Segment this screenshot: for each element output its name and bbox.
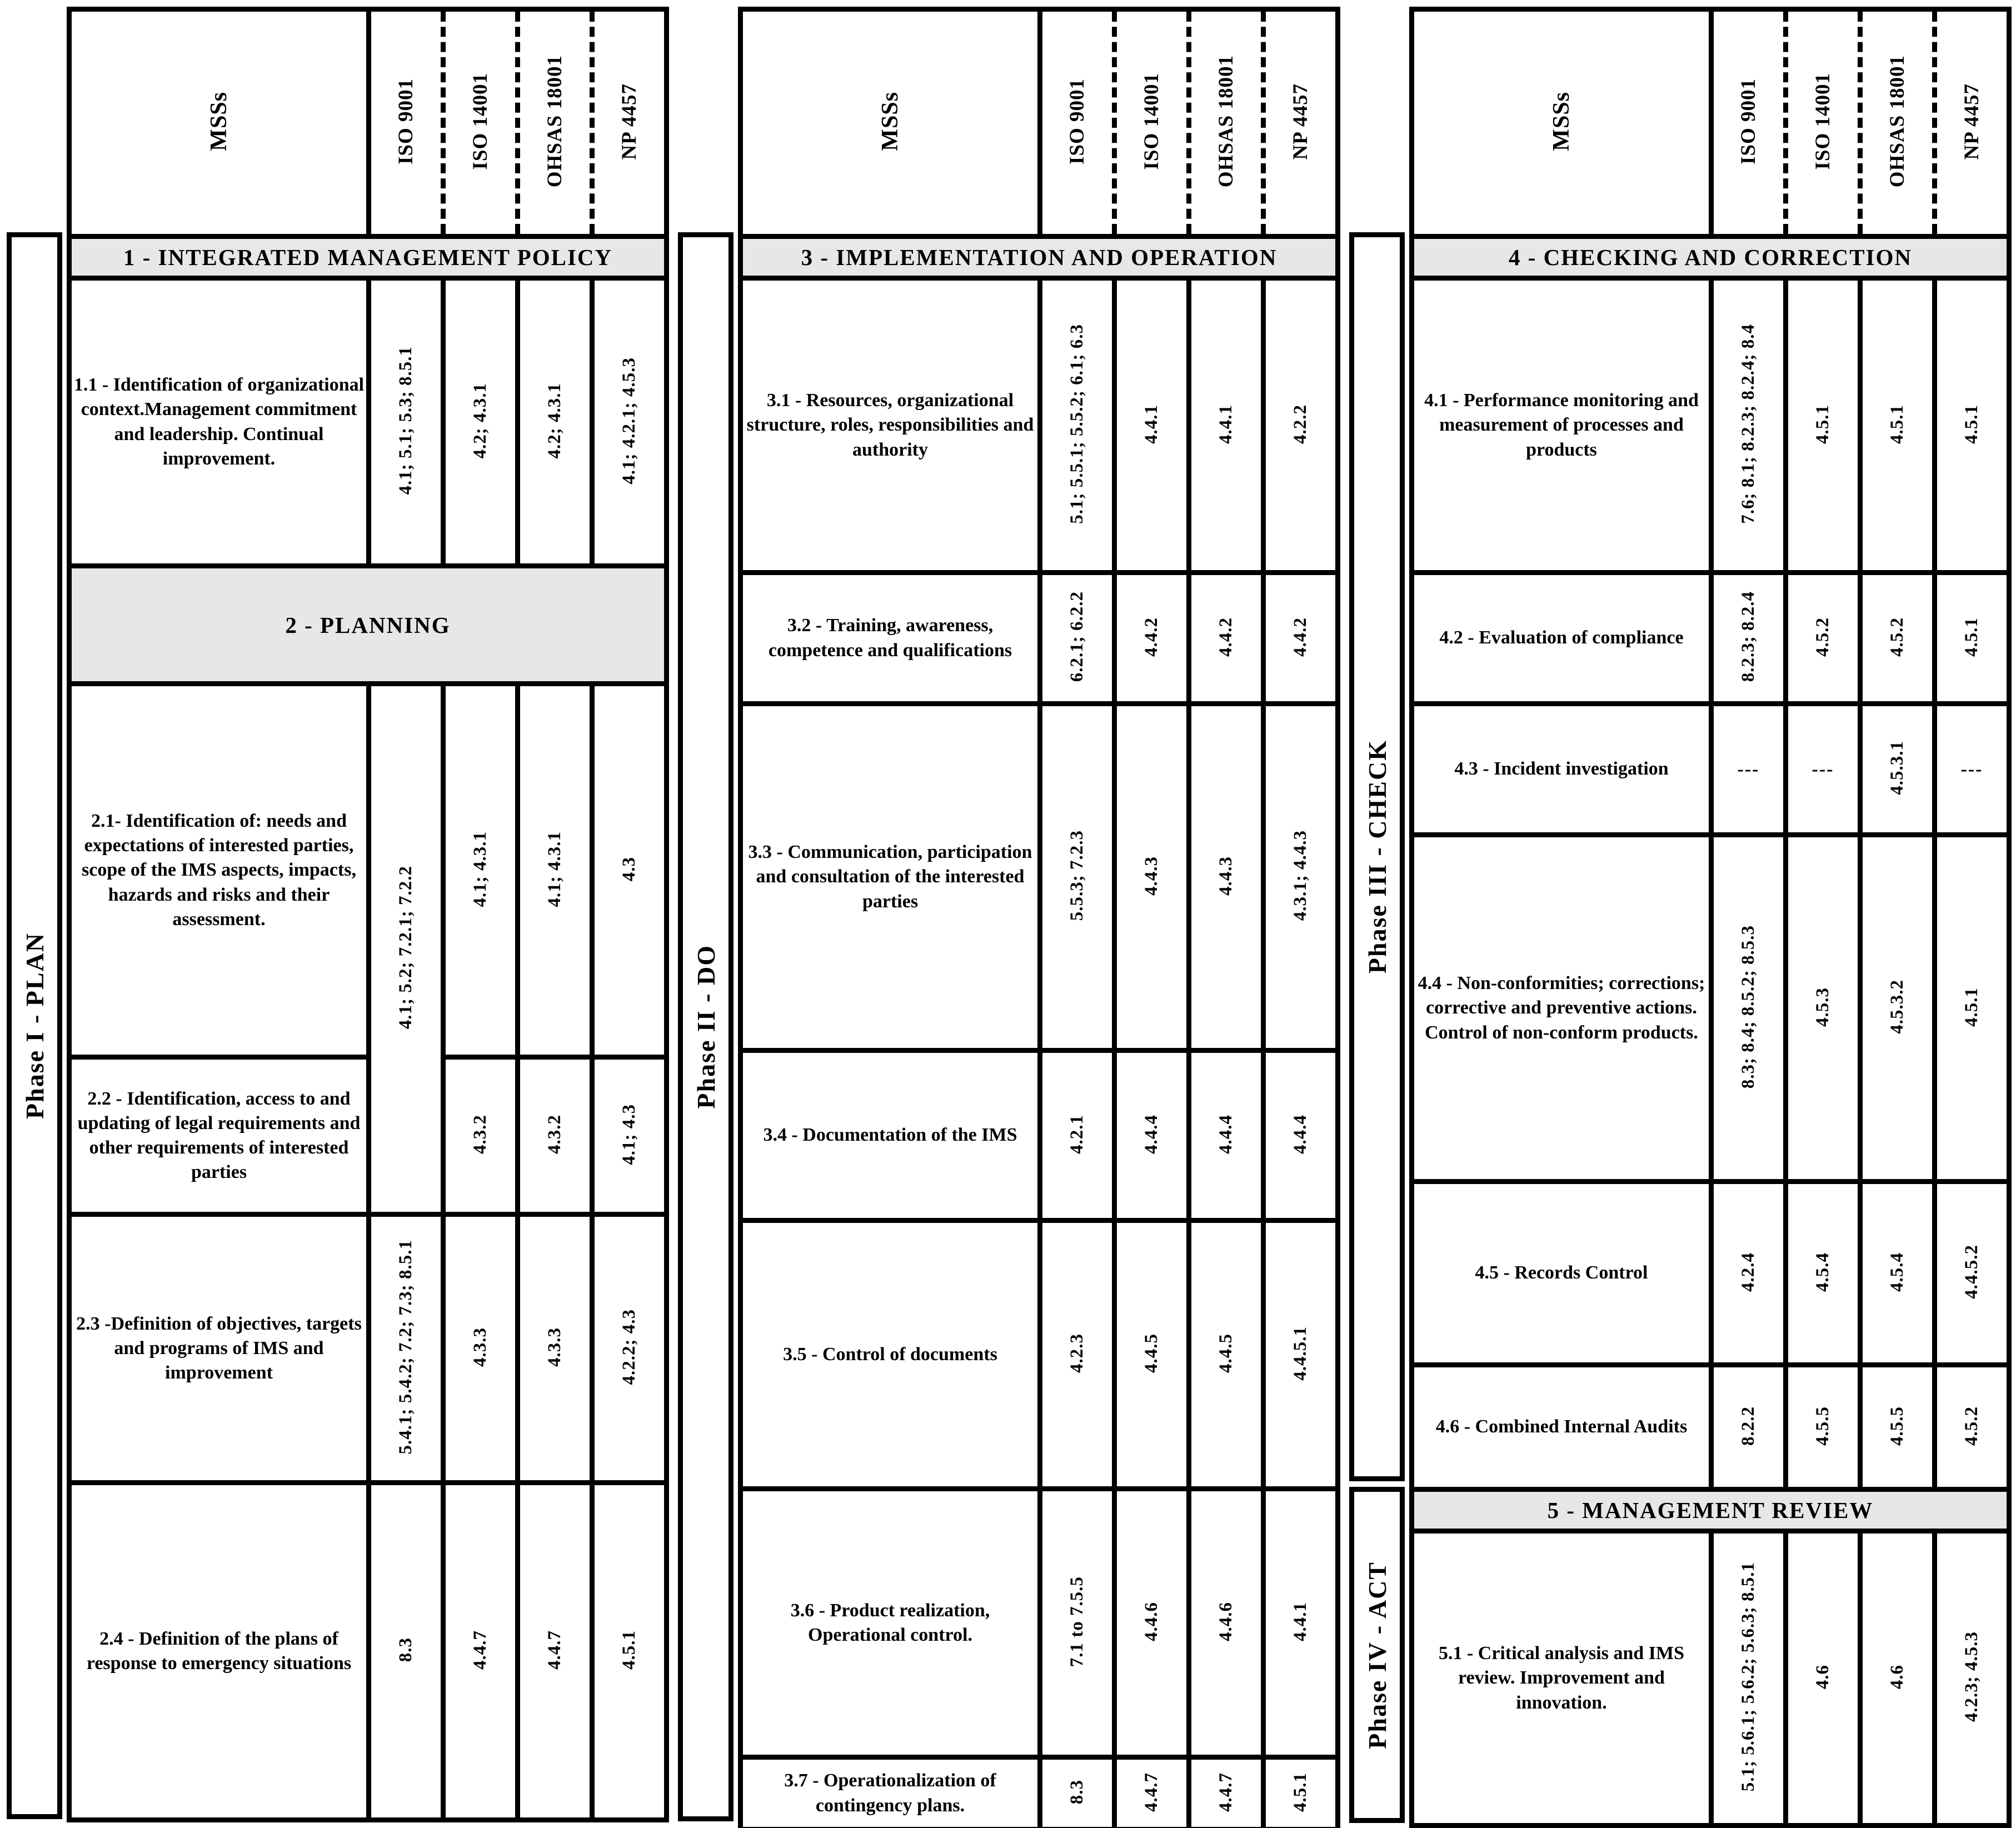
check-act-group [1349, 7, 2012, 1821]
c24-iso14001-value: 4.4.7 [470, 1630, 490, 1670]
plan-group [7, 7, 669, 1821]
c34-iso9001 [1037, 1048, 1112, 1218]
c43-np: --- [1932, 701, 2007, 832]
g1-mss-label: MSSs [206, 92, 232, 151]
c23-ohsas [515, 1212, 590, 1480]
c41-iso14001-value: 4.5.1 [1813, 404, 1833, 444]
phase-plan-label: Phase I - PLAN [20, 932, 49, 1119]
c21-ohsas [515, 681, 590, 1055]
phase-check-label: Phase III - CHECK [1363, 740, 1391, 974]
c31-ohsas-value: 4.4.1 [1216, 404, 1236, 444]
row-2-1-desc: 2.1- Identification of: needs and expectations of interested parties, scope of the IMS aspects, impacts, hazards and risks and their assessment. [72, 681, 366, 1055]
c31-iso9001 [1037, 276, 1112, 570]
check-act-table [1409, 7, 2012, 1828]
c24-iso9001-value: 8.3 [396, 1637, 416, 1662]
c24-np [590, 1480, 664, 1817]
c37-ohsas [1186, 1755, 1261, 1827]
c21-np-value: 4.3 [619, 856, 639, 882]
g1-mss-header [72, 12, 366, 234]
c41-ohsas-value: 4.5.1 [1887, 404, 1907, 444]
c34-ohsas [1186, 1048, 1261, 1218]
c45-iso9001 [1709, 1179, 1783, 1362]
c11-iso14001-value: 4.2; 4.3.1 [470, 382, 490, 459]
c22-ohsas-value: 4.3.2 [545, 1115, 565, 1154]
row-2-3 [72, 1212, 664, 1480]
c23-iso14001 [441, 1212, 515, 1480]
c34-np [1261, 1048, 1335, 1218]
g3-mss-label: MSSs [1549, 92, 1574, 151]
c42-np-value: 4.5.1 [1962, 617, 1982, 657]
c22-np-value: 4.1; 4.3 [619, 1103, 639, 1165]
c45-ohsas [1858, 1179, 1932, 1362]
c45-np [1932, 1179, 2007, 1362]
c32-iso9001 [1037, 570, 1112, 701]
row-3-4-desc: 3.4 - Documentation of the IMS [743, 1048, 1037, 1218]
c41-np-value: 4.5.1 [1962, 404, 1982, 444]
c23-iso9001 [366, 1212, 441, 1480]
row-5-1 [1414, 1529, 2007, 1823]
row-2-1 [72, 681, 664, 1055]
c36-np-value: 4.4.1 [1290, 1602, 1310, 1641]
c45-iso14001-value: 4.5.4 [1813, 1252, 1833, 1292]
c41-iso9001 [1709, 276, 1783, 570]
c32-iso14001 [1112, 570, 1186, 701]
row-2-2-desc: 2.2 - Identification, access to and updating of legal requirements and other requirements of interested parties [72, 1055, 366, 1212]
g3-std-header-np4457 [1932, 12, 2007, 234]
c31-iso14001-value: 4.4.1 [1141, 404, 1161, 444]
c31-iso14001 [1112, 276, 1186, 570]
c36-ohsas-value: 4.4.6 [1216, 1602, 1236, 1641]
c34-iso14001 [1112, 1048, 1186, 1218]
c51-ohsas [1858, 1529, 1932, 1823]
c51-iso9001-value: 5.1; 5.6.1; 5.6.2; 5.6.3; 8.5.1 [1738, 1562, 1758, 1792]
c31-ohsas [1186, 276, 1261, 570]
c24-ohsas-value: 4.4.7 [545, 1630, 565, 1670]
row-3-1-desc: 3.1 - Resources, organizational structure, roles, responsibilities and authority [743, 276, 1037, 570]
c33-iso9001-value: 5.5.3; 7.2.3 [1067, 830, 1087, 921]
c46-np-value: 4.5.2 [1962, 1406, 1982, 1446]
c33-iso14001 [1112, 701, 1186, 1048]
c35-np-value: 4.4.5.1 [1290, 1326, 1310, 1381]
c36-ohsas [1186, 1486, 1261, 1755]
c44-iso9001-value: 8.3; 8.4; 8.5.2; 8.5.3 [1738, 925, 1758, 1089]
c41-np [1932, 276, 2007, 570]
c11-iso9001 [366, 276, 441, 563]
c46-iso14001 [1783, 1362, 1858, 1487]
row-3-7-desc: 3.7 - Operationalization of contingency plans. [743, 1755, 1037, 1827]
c46-ohsas-value: 4.5.5 [1887, 1406, 1907, 1446]
c22-ohsas [515, 1055, 590, 1212]
c51-np-value: 4.2.3; 4.5.3 [1962, 1631, 1982, 1722]
row-4-5 [1414, 1179, 2007, 1362]
g2-mss-header [743, 12, 1037, 234]
g3-np4457-label: NP 4457 [1960, 83, 1983, 160]
c42-np [1932, 570, 2007, 701]
g3-std-header-ohsas18001 [1858, 12, 1932, 234]
row-5-1-desc: 5.1 - Critical analysis and IMS review. Improvement and innovation. [1414, 1529, 1709, 1823]
c36-iso14001-value: 4.4.6 [1141, 1602, 1161, 1641]
c34-ohsas-value: 4.4.4 [1216, 1114, 1236, 1154]
row-3-1 [743, 276, 1335, 570]
row-4-5-desc: 4.5 - Records Control [1414, 1179, 1709, 1362]
c11-np [590, 276, 664, 563]
c43-iso9001: --- [1709, 701, 1783, 832]
c24-ohsas [515, 1480, 590, 1817]
c21-iso14001-value: 4.1; 4.3.1 [470, 831, 490, 907]
c35-ohsas [1186, 1218, 1261, 1486]
plan-table [67, 7, 669, 1822]
c44-iso9001 [1709, 832, 1783, 1179]
row-3-4 [743, 1048, 1335, 1218]
row-4-1 [1414, 276, 2007, 570]
section-4-header: 4 - CHECKING AND CORRECTION [1414, 234, 2007, 276]
c34-np-value: 4.4.4 [1290, 1114, 1310, 1154]
c24-iso9001 [366, 1480, 441, 1817]
c33-iso9001 [1037, 701, 1112, 1048]
c37-iso9001 [1037, 1755, 1112, 1827]
c35-np [1261, 1218, 1335, 1486]
c36-np [1261, 1486, 1335, 1755]
c21-iso9001 [366, 681, 441, 1212]
g2-ohsas18001-label: OHSAS 18001 [1215, 55, 1237, 188]
c41-iso14001 [1783, 276, 1858, 570]
c43-iso14001: --- [1783, 701, 1858, 832]
c51-iso14001-value: 4.6 [1813, 1664, 1833, 1690]
c51-ohsas-value: 4.6 [1887, 1664, 1907, 1690]
c42-ohsas-value: 4.5.2 [1887, 617, 1907, 657]
g1-np4457-label: NP 4457 [618, 83, 641, 160]
c21-np [590, 681, 664, 1055]
c45-np-value: 4.4.5.2 [1962, 1245, 1982, 1299]
g1-iso9001-label: ISO 9001 [395, 78, 417, 164]
c11-ohsas-value: 4.2; 4.3.1 [545, 382, 565, 459]
g2-iso14001-label: ISO 14001 [1140, 73, 1163, 170]
c23-iso14001-value: 4.3.3 [470, 1327, 490, 1367]
row-4-4-desc: 4.4 - Non-conformities; corrections; corrective and preventive actions. Control of non-conform products. [1414, 832, 1709, 1179]
c41-iso9001-value: 7.6; 8.1; 8.2.3; 8.2.4; 8.4 [1738, 324, 1758, 524]
c32-np-value: 4.4.2 [1290, 617, 1310, 657]
row-3-7 [743, 1755, 1335, 1827]
row-4-3-desc: 4.3 - Incident investigation [1414, 701, 1709, 832]
c11-np-value: 4.1; 4.2.1; 4.5.3 [619, 357, 639, 485]
c46-ohsas [1858, 1362, 1932, 1487]
row-3-6 [743, 1486, 1335, 1755]
phase-do-bar [678, 232, 733, 1821]
c24-iso14001 [441, 1480, 515, 1817]
phase-plan-bar [7, 232, 62, 1819]
c42-iso9001-value: 8.2.3; 8.2.4 [1738, 591, 1758, 682]
c43-ohsas [1858, 701, 1932, 832]
c45-iso9001-value: 4.2.4 [1738, 1252, 1758, 1292]
g2-std-header-np4457 [1261, 12, 1335, 234]
c31-np-value: 4.2.2 [1290, 404, 1310, 444]
section-1-header: 1 - INTEGRATED MANAGEMENT POLICY [72, 234, 664, 276]
row-2-4 [72, 1480, 664, 1817]
row-3-6-desc: 3.6 - Product realization, Operational control. [743, 1486, 1037, 1755]
c42-ohsas [1858, 570, 1932, 701]
row-4-2-desc: 4.2 - Evaluation of compliance [1414, 570, 1709, 701]
c24-np-value: 4.5.1 [619, 1630, 639, 1670]
c23-ohsas-value: 4.3.3 [545, 1327, 565, 1367]
c21-ohsas-value: 4.1; 4.3.1 [545, 831, 565, 907]
c36-iso14001 [1112, 1486, 1186, 1755]
row-1-1 [72, 276, 664, 563]
c21-iso14001 [441, 681, 515, 1055]
g1-std-header-ohsas18001 [515, 12, 590, 234]
c35-ohsas-value: 4.4.5 [1216, 1333, 1236, 1373]
c42-iso9001 [1709, 570, 1783, 701]
c36-iso9001-value: 7.1 to 7.5.5 [1067, 1576, 1087, 1667]
c42-iso14001 [1783, 570, 1858, 701]
c22-iso14001 [441, 1055, 515, 1212]
c33-np [1261, 701, 1335, 1048]
c32-np [1261, 570, 1335, 701]
c42-iso14001-value: 4.5.2 [1813, 617, 1833, 657]
row-4-3 [1414, 701, 2007, 832]
phase-act-bar [1349, 1487, 1405, 1823]
c34-iso9001-value: 4.2.1 [1067, 1114, 1087, 1154]
g3-ohsas18001-label: OHSAS 18001 [1886, 55, 1909, 188]
c31-np [1261, 276, 1335, 570]
c11-iso9001-value: 4.1; 5.1; 5.3; 8.5.1 [396, 346, 416, 495]
c51-np [1932, 1529, 2007, 1823]
c33-ohsas [1186, 701, 1261, 1048]
c44-ohsas-value: 4.5.3.2 [1887, 980, 1907, 1034]
c23-iso9001-value: 5.4.1; 5.4.2; 7.2; 7.3; 8.5.1 [396, 1240, 416, 1455]
c33-iso14001-value: 4.4.3 [1141, 856, 1161, 896]
c44-np-value: 4.5.1 [1962, 987, 1982, 1027]
c31-iso9001-value: 5.1; 5.5.1; 5.5.2; 6.1; 6.3 [1067, 324, 1087, 524]
c11-iso14001 [441, 276, 515, 563]
g2-std-header-ohsas18001 [1186, 12, 1261, 234]
c35-iso9001-value: 4.2.3 [1067, 1333, 1087, 1373]
g2-iso9001-label: ISO 9001 [1066, 78, 1089, 164]
row-4-4 [1414, 832, 2007, 1179]
g3-mss-header [1414, 12, 1709, 234]
g2-mss-label: MSSs [877, 92, 903, 151]
c23-np-value: 4.2.2; 4.3 [619, 1309, 639, 1385]
c44-ohsas [1858, 832, 1932, 1179]
phase-act-label: Phase IV - ACT [1363, 1561, 1391, 1749]
c32-ohsas [1186, 570, 1261, 701]
row-3-2 [743, 570, 1335, 701]
g2-std-header-iso9001 [1037, 12, 1112, 234]
c35-iso9001 [1037, 1218, 1112, 1486]
g3-iso14001-label: ISO 14001 [1812, 73, 1834, 170]
c44-iso14001 [1783, 832, 1858, 1179]
g2-std-header-iso14001 [1112, 12, 1186, 234]
g3-std-header-iso14001 [1783, 12, 1858, 234]
c46-iso9001-value: 8.2.2 [1738, 1406, 1758, 1446]
phase-do-label: Phase II - DO [691, 945, 720, 1109]
c32-iso14001-value: 4.4.2 [1141, 617, 1161, 657]
c45-ohsas-value: 4.5.4 [1887, 1252, 1907, 1292]
row-2-4-desc: 2.4 - Definition of the plans of response to emergency situations [72, 1480, 366, 1817]
c37-np [1261, 1755, 1335, 1827]
c44-iso14001-value: 4.5.3 [1813, 987, 1833, 1027]
row-4-2 [1414, 570, 2007, 701]
c22-iso14001-value: 4.3.2 [470, 1115, 490, 1154]
row-3-2-desc: 3.2 - Training, awareness, competence and qualifications [743, 570, 1037, 701]
g1-iso14001-label: ISO 14001 [469, 73, 492, 170]
c32-iso9001-value: 6.2.1; 6.2.2 [1067, 591, 1087, 682]
g2-np4457-label: NP 4457 [1289, 83, 1312, 160]
c22-np [590, 1055, 664, 1212]
row-3-3-desc: 3.3 - Communication, participation and consultation of the interested parties [743, 701, 1037, 1048]
do-table [738, 7, 1340, 1828]
g1-std-header-iso9001 [366, 12, 441, 234]
c37-ohsas-value: 4.4.7 [1216, 1772, 1236, 1812]
c44-np [1932, 832, 2007, 1179]
c35-iso14001 [1112, 1218, 1186, 1486]
section-2-header: 2 - PLANNING [72, 563, 664, 681]
g1-std-header-np4457 [590, 12, 664, 234]
c33-ohsas-value: 4.4.3 [1216, 856, 1236, 896]
c46-iso14001-value: 4.5.5 [1813, 1406, 1833, 1446]
c23-np [590, 1212, 664, 1480]
g1-std-header-iso14001 [441, 12, 515, 234]
c37-iso14001-value: 4.4.7 [1141, 1772, 1161, 1812]
c46-iso9001 [1709, 1362, 1783, 1487]
row-4-6-desc: 4.6 - Combined Internal Audits [1414, 1362, 1709, 1487]
g1-ohsas18001-label: OHSAS 18001 [543, 55, 566, 188]
row-2-3-desc: 2.3 -Definition of objectives, targets and programs of IMS and improvement [72, 1212, 366, 1480]
c37-iso9001-value: 8.3 [1067, 1779, 1087, 1805]
phase-check-bar [1349, 232, 1405, 1481]
row-3-5 [743, 1218, 1335, 1486]
c41-ohsas [1858, 276, 1932, 570]
g3-iso9001-label: ISO 9001 [1737, 78, 1760, 164]
c36-iso9001 [1037, 1486, 1112, 1755]
row-4-6 [1414, 1362, 2007, 1487]
c51-iso9001 [1709, 1529, 1783, 1823]
row-3-5-desc: 3.5 - Control of documents [743, 1218, 1037, 1486]
c46-np [1932, 1362, 2007, 1487]
do-group [678, 7, 1340, 1821]
c43-ohsas-value: 4.5.3.1 [1887, 741, 1907, 795]
c11-ohsas [515, 276, 590, 563]
c21-iso9001-value: 4.1; 5.2; 7.2.1; 7.2.2 [396, 866, 416, 1030]
c35-iso14001-value: 4.4.5 [1141, 1333, 1161, 1373]
section-3-header: 3 - IMPLEMENTATION AND OPERATION [743, 234, 1335, 276]
c32-ohsas-value: 4.4.2 [1216, 617, 1236, 657]
c34-iso14001-value: 4.4.4 [1141, 1114, 1161, 1154]
row-1-1-desc: 1.1 - Identification of organizational context.Management commitment and leadership. Continual improvement. [72, 276, 366, 563]
c33-np-value: 4.3.1; 4.4.3 [1290, 830, 1310, 921]
c45-iso14001 [1783, 1179, 1858, 1362]
c37-iso14001 [1112, 1755, 1186, 1827]
section-5-header: 5 - MANAGEMENT REVIEW [1414, 1487, 2007, 1529]
row-3-3 [743, 701, 1335, 1048]
c51-iso14001 [1783, 1529, 1858, 1823]
row-4-1-desc: 4.1 - Performance monitoring and measurement of processes and products [1414, 276, 1709, 570]
c37-np-value: 4.5.1 [1290, 1772, 1310, 1812]
g3-std-header-iso9001 [1709, 12, 1783, 234]
